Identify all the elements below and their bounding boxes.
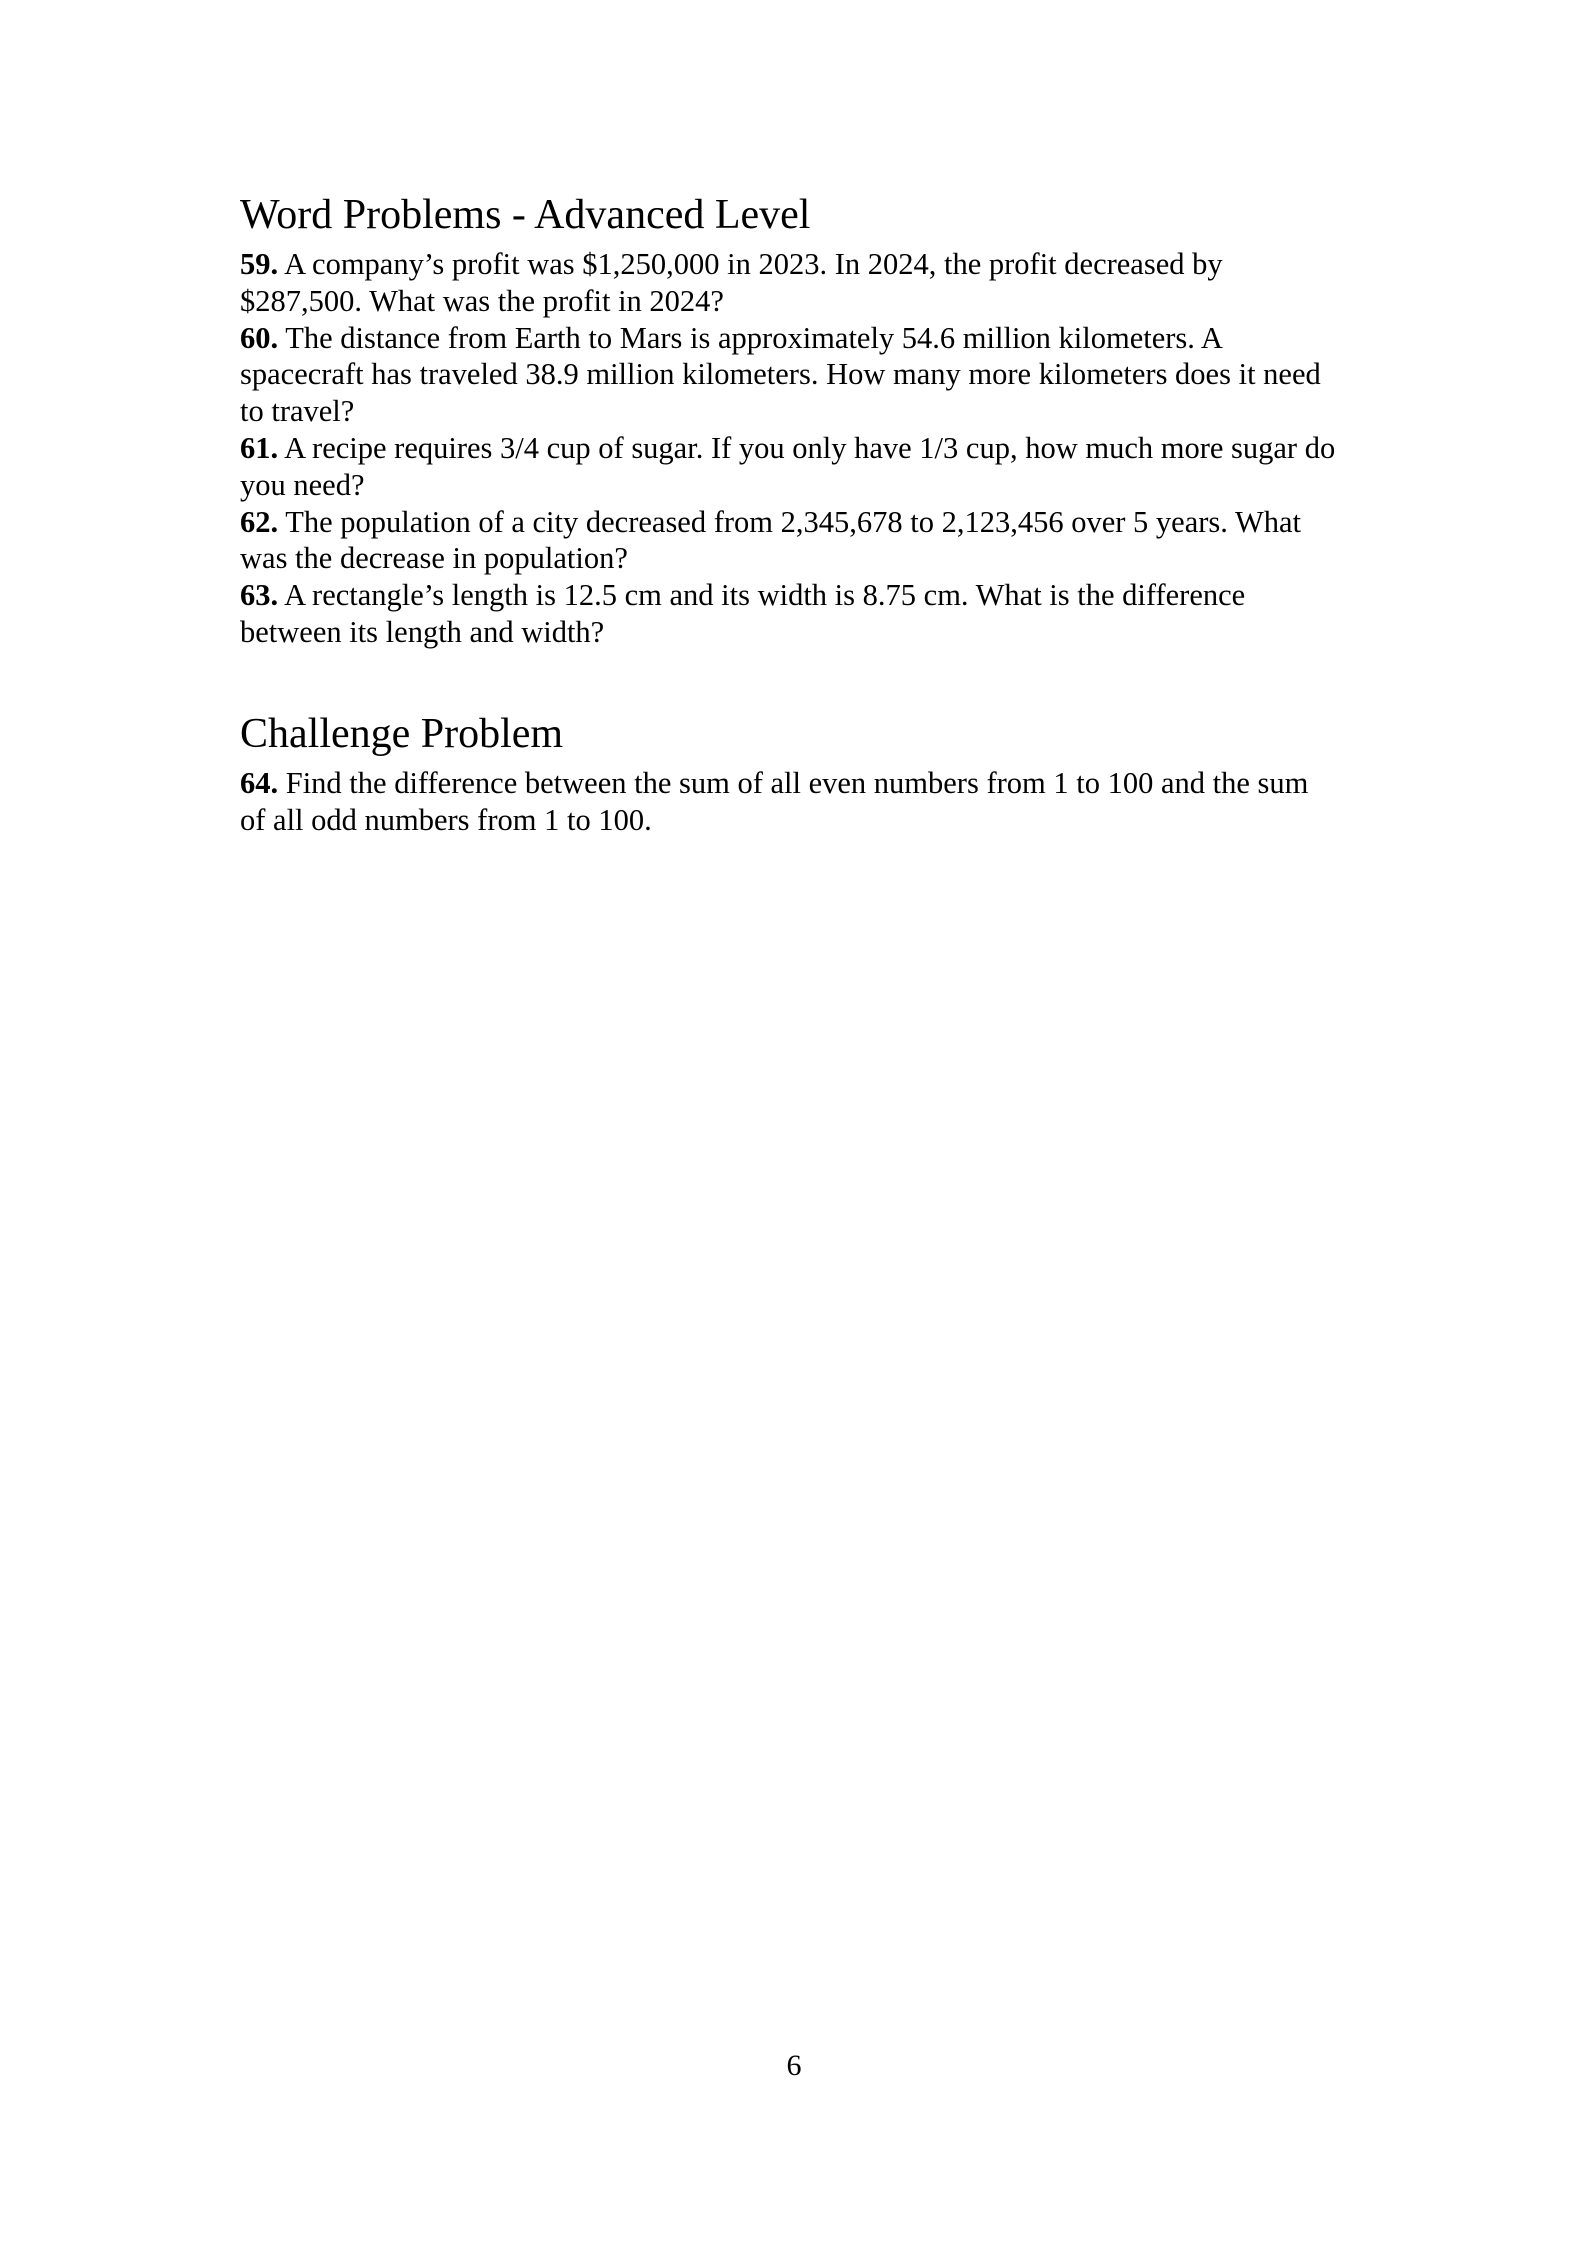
problem-number: 64. (240, 765, 279, 800)
problem-number: 61. (240, 430, 279, 465)
problem-list (240, 765, 1340, 839)
page-number: 6 (786, 2049, 802, 2082)
problem-59 (240, 246, 1340, 320)
problem-62 (240, 504, 1340, 578)
section-heading: Challenge Problem (240, 710, 564, 757)
section-heading: Word Problems - Advanced Level (240, 192, 811, 238)
page-content (240, 190, 1340, 838)
problem-60 (240, 320, 1340, 430)
problem-text: A rectangle’s length is 12.5 cm and its width is 8.75 cm. What is the difference between its length and width? (240, 578, 1246, 649)
problem-text: A recipe requires 3/4 cup of sugar. If you only have 1/3 cup, how much more sugar do you need? (240, 430, 1336, 502)
problem-number: 63. (240, 578, 279, 613)
problem-63 (240, 577, 1340, 651)
problem-number: 60. (240, 320, 279, 355)
problem-number: 62. (240, 504, 279, 539)
problem-text: Find the difference between the sum of all even numbers from 1 to 100 and the sum of all odd numbers from 1 to 100. (240, 765, 1309, 837)
problem-list (240, 246, 1340, 651)
problem-text: The population of a city decreased from 2,345,678 to 2,123,456 over 5 years. What was the decrease in population? (240, 504, 1302, 576)
problem-number: 59. (240, 247, 279, 281)
problem-text: A company’s profit was $1,250,000 in 2023. In 2024, the profit decreased by $287,500. What was the profit in 2024? (240, 247, 1223, 318)
problem-text: The distance from Earth to Mars is approximately 54.6 million kilometers. A spacecraft has traveled 38.9 million kilometers. How many more kilometers does it need to travel? (240, 320, 1321, 429)
section-word-problems (240, 190, 1340, 651)
problem-64 (240, 765, 1340, 839)
problem-61 (240, 430, 1340, 504)
section-challenge-problem (240, 709, 1340, 839)
